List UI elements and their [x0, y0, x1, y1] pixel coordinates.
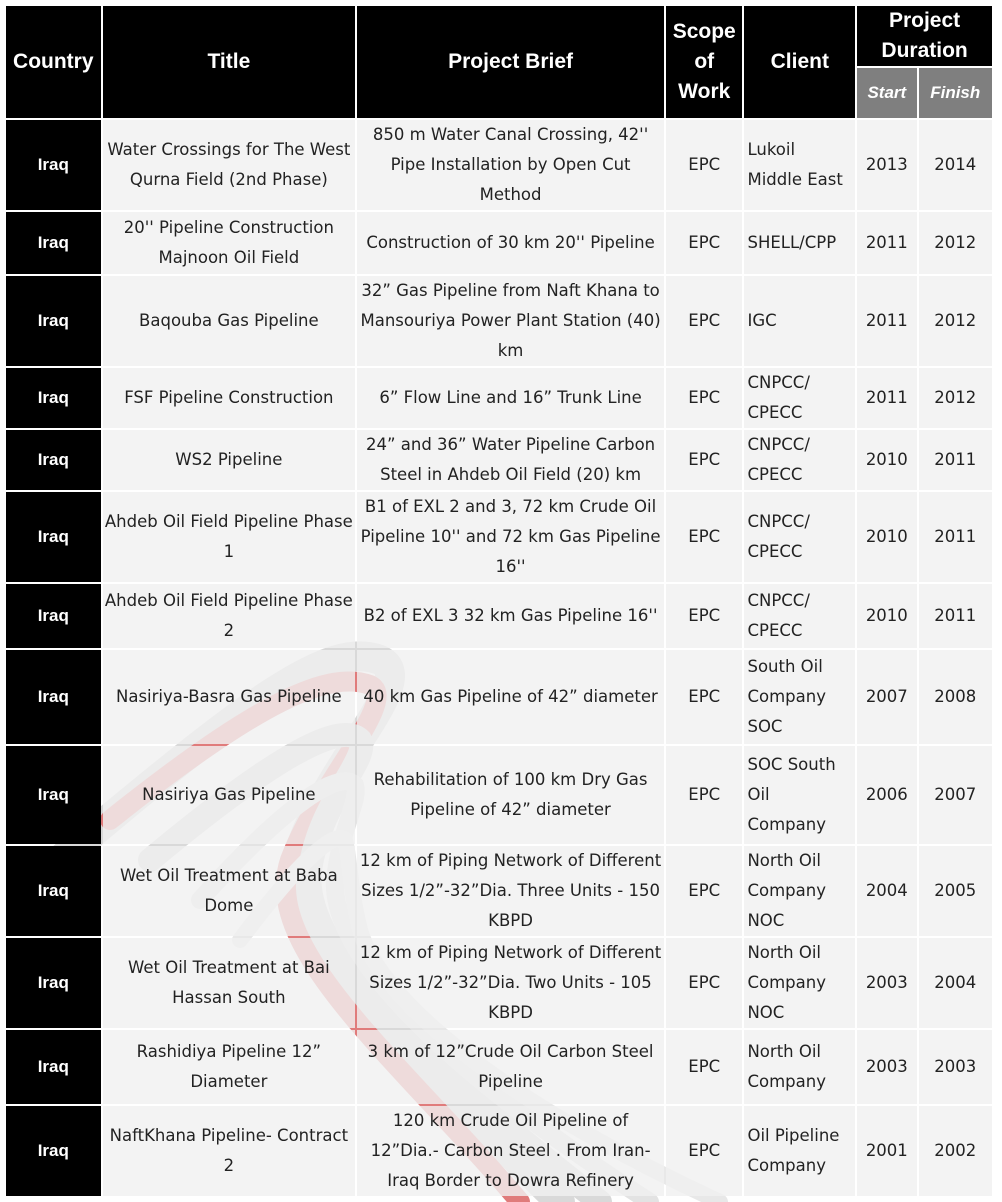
finish-cell: 2011: [919, 430, 993, 490]
client-cell: SHELL/CPP: [744, 212, 855, 274]
title-cell: Ahdeb Oil Field Pipeline Phase 1: [103, 492, 356, 582]
country-cell: Iraq: [6, 212, 101, 274]
client-cell: South Oil Company SOC: [744, 650, 855, 744]
client-cell: SOC South Oil Company: [744, 746, 855, 844]
scope-cell: EPC: [666, 746, 742, 844]
title-cell: Baqouba Gas Pipeline: [103, 276, 356, 366]
scope-cell: EPC: [666, 368, 742, 428]
scope-cell: EPC: [666, 212, 742, 274]
finish-cell: 2004: [919, 938, 993, 1028]
country-cell: Iraq: [6, 368, 101, 428]
client-cell: Lukoil Middle East: [744, 120, 855, 210]
table-row: [6, 120, 992, 210]
title-cell: Nasiriya-Basra Gas Pipeline: [103, 650, 356, 744]
brief-cell: 32” Gas Pipeline from Naft Khana to Mansouriya Power Plant Station (40) km: [357, 276, 664, 366]
header-scope-of-work: Scope of Work: [666, 6, 742, 118]
scope-cell: EPC: [666, 650, 742, 744]
scope-cell: EPC: [666, 846, 742, 936]
table-row: [6, 746, 992, 844]
title-cell: Wet Oil Treatment at Baba Dome: [103, 846, 356, 936]
client-cell: Oil Pipeline Company: [744, 1106, 855, 1196]
table-row: [6, 846, 992, 936]
client-cell: IGC: [744, 276, 855, 366]
country-cell: Iraq: [6, 938, 101, 1028]
brief-cell: B1 of EXL 2 and 3, 72 km Crude Oil Pipeline 10'' and 72 km Gas Pipeline 16'': [357, 492, 664, 582]
start-cell: 2011: [857, 212, 916, 274]
title-cell: Water Crossings for The West Qurna Field (2nd Phase): [103, 120, 356, 210]
scope-cell: EPC: [666, 492, 742, 582]
start-cell: 2001: [857, 1106, 916, 1196]
finish-cell: 2012: [919, 368, 993, 428]
country-cell: Iraq: [6, 276, 101, 366]
start-cell: 2003: [857, 938, 916, 1028]
brief-cell: 3 km of 12”Crude Oil Carbon Steel Pipeline: [357, 1030, 664, 1104]
country-cell: Iraq: [6, 492, 101, 582]
client-cell: North Oil Company: [744, 1030, 855, 1104]
client-cell: North Oil Company NOC: [744, 938, 855, 1028]
brief-cell: 40 km Gas Pipeline of 42” diameter: [357, 650, 664, 744]
country-cell: Iraq: [6, 1030, 101, 1104]
header-title: Title: [103, 6, 356, 118]
table-row: [6, 492, 992, 582]
start-cell: 2013: [857, 120, 916, 210]
client-cell: North Oil Company NOC: [744, 846, 855, 936]
table-row: [6, 938, 992, 1028]
title-cell: WS2 Pipeline: [103, 430, 356, 490]
finish-cell: 2014: [919, 120, 993, 210]
finish-cell: 2003: [919, 1030, 993, 1104]
title-cell: FSF Pipeline Construction: [103, 368, 356, 428]
start-cell: 2006: [857, 746, 916, 844]
finish-cell: 2011: [919, 584, 993, 648]
brief-cell: Rehabilitation of 100 km Dry Gas Pipeline of 42” diameter: [357, 746, 664, 844]
finish-cell: 2011: [919, 492, 993, 582]
start-cell: 2004: [857, 846, 916, 936]
projects-table: [4, 4, 994, 1198]
client-cell: CNPCC/ CPECC: [744, 430, 855, 490]
finish-cell: 2008: [919, 650, 993, 744]
title-cell: 20'' Pipeline Construction Majnoon Oil Field: [103, 212, 356, 274]
scope-cell: EPC: [666, 1030, 742, 1104]
table-row: [6, 584, 992, 648]
finish-cell: 2002: [919, 1106, 993, 1196]
header-start: Start: [857, 68, 916, 118]
title-cell: Nasiriya Gas Pipeline: [103, 746, 356, 844]
country-cell: Iraq: [6, 846, 101, 936]
title-cell: Rashidiya Pipeline 12” Diameter: [103, 1030, 356, 1104]
start-cell: 2010: [857, 584, 916, 648]
table-row: [6, 276, 992, 366]
brief-cell: 12 km of Piping Network of Different Sizes 1/2”-32”Dia. Three Units - 150 KBPD: [357, 846, 664, 936]
table-row: [6, 1030, 992, 1104]
title-cell: NaftKhana Pipeline- Contract 2: [103, 1106, 356, 1196]
brief-cell: B2 of EXL 3 32 km Gas Pipeline 16'': [357, 584, 664, 648]
start-cell: 2007: [857, 650, 916, 744]
client-cell: CNPCC/ CPECC: [744, 492, 855, 582]
header-finish: Finish: [919, 68, 993, 118]
scope-cell: EPC: [666, 120, 742, 210]
table-row: [6, 1106, 992, 1196]
start-cell: 2011: [857, 276, 916, 366]
finish-cell: 2012: [919, 276, 993, 366]
country-cell: Iraq: [6, 120, 101, 210]
client-cell: CNPCC/ CPECC: [744, 368, 855, 428]
header-country: Country: [6, 6, 101, 118]
country-cell: Iraq: [6, 584, 101, 648]
finish-cell: 2005: [919, 846, 993, 936]
brief-cell: Construction of 30 km 20'' Pipeline: [357, 212, 664, 274]
brief-cell: 120 km Crude Oil Pipeline of 12”Dia.- Carbon Steel . From Iran-Iraq Border to Dowra Refinery: [357, 1106, 664, 1196]
brief-cell: 850 m Water Canal Crossing, 42'' Pipe Installation by Open Cut Method: [357, 120, 664, 210]
finish-cell: 2012: [919, 212, 993, 274]
scope-cell: EPC: [666, 430, 742, 490]
header-project-brief: Project Brief: [357, 6, 664, 118]
client-cell: CNPCC/ CPECC: [744, 584, 855, 648]
country-cell: Iraq: [6, 430, 101, 490]
table-row: [6, 368, 992, 428]
table-row: [6, 650, 992, 744]
scope-cell: EPC: [666, 584, 742, 648]
title-cell: Ahdeb Oil Field Pipeline Phase 2: [103, 584, 356, 648]
scope-cell: EPC: [666, 1106, 742, 1196]
brief-cell: 6” Flow Line and 16” Trunk Line: [357, 368, 664, 428]
table-row: [6, 212, 992, 274]
start-cell: 2011: [857, 368, 916, 428]
country-cell: Iraq: [6, 746, 101, 844]
finish-cell: 2007: [919, 746, 993, 844]
start-cell: 2010: [857, 492, 916, 582]
country-cell: Iraq: [6, 650, 101, 744]
start-cell: 2010: [857, 430, 916, 490]
country-cell: Iraq: [6, 1106, 101, 1196]
table-row: [6, 430, 992, 490]
header-project-duration: Project Duration: [857, 6, 992, 66]
scope-cell: EPC: [666, 938, 742, 1028]
title-cell: Wet Oil Treatment at Bai Hassan South: [103, 938, 356, 1028]
brief-cell: 12 km of Piping Network of Different Sizes 1/2”-32”Dia. Two Units - 105 KBPD: [357, 938, 664, 1028]
scope-cell: EPC: [666, 276, 742, 366]
brief-cell: 24” and 36” Water Pipeline Carbon Steel in Ahdeb Oil Field (20) km: [357, 430, 664, 490]
start-cell: 2003: [857, 1030, 916, 1104]
header-client: Client: [744, 6, 855, 118]
